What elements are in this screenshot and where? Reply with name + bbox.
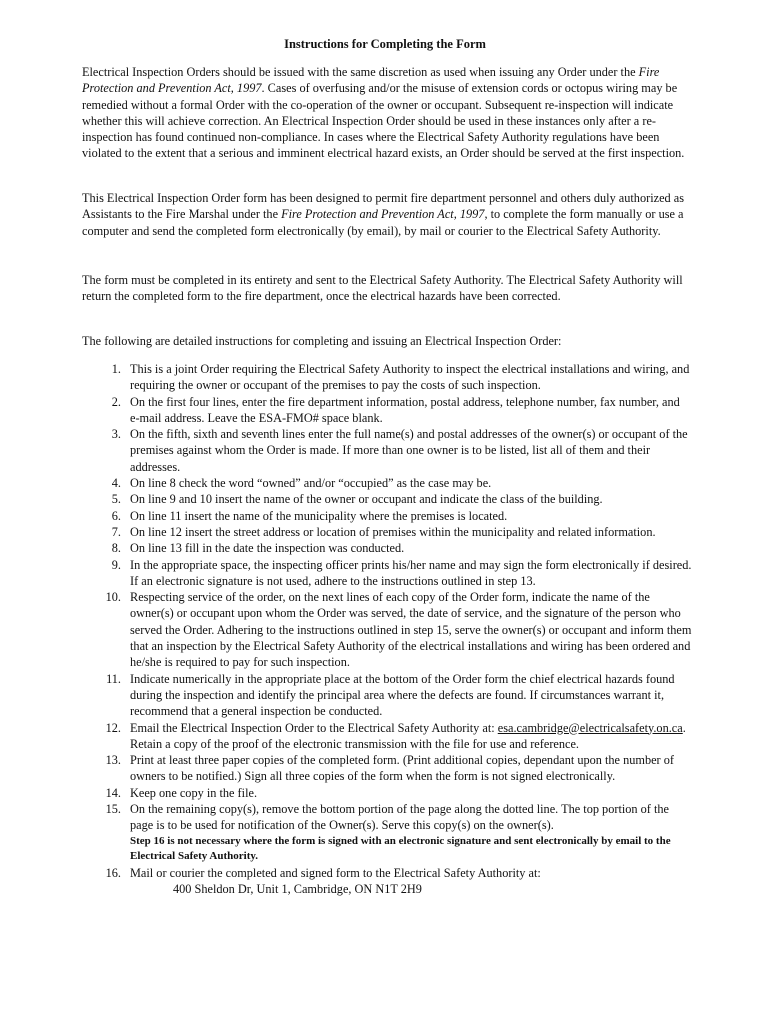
form-purpose-paragraph <box>82 190 697 239</box>
step-item <box>82 671 692 720</box>
step-text: Indicate numerically in the appropriate place at the bottom of the Order form the chief electrical hazards found during the inspection and identify the principal area where the defects are found. If circumstances warrant it, recommend that a general inspection be conducted. <box>130 671 675 719</box>
step-number: 4. <box>111 476 121 491</box>
steps-intro-paragraph: The following are detailed instructions for completing and issuing an Electrical Inspection Order: <box>82 334 562 348</box>
step-item <box>82 394 692 427</box>
step-number: 9. <box>111 557 121 572</box>
step-number: 1. <box>111 362 121 376</box>
step-text: On the remaining copy(s), remove the bottom portion of the page along the dotted line. The top portion of the page is to be used for notification of the Owner(s). Serve this copy(s) on the owner(s). <box>130 802 669 833</box>
step-item <box>82 475 692 491</box>
act-name: Fire Protection and Prevention Act, 1997 <box>82 65 660 96</box>
page-title: Instructions for Completing the Form <box>284 37 486 51</box>
step-text: In the appropriate space, the inspecting officer prints his/her name and may sign the form electronically if desired. If an electronic signature is not used, adhere to the instructions outlined in step 13. <box>130 557 692 588</box>
intro-paragraph <box>82 64 697 162</box>
step-number: 15. <box>105 802 121 817</box>
step-number: 10. <box>105 590 121 605</box>
purpose-text-a: This Electrical Inspection Order form has been designed to permit fire department personnel and others duly authorized as Assistants to the Fire Marshal under the <box>82 191 685 222</box>
completion-paragraph: The form must be completed in its entirety and sent to the Electrical Safety Authority. The Electrical Safety Authority will return the completed form to the fire department, once the electrical hazards have been corrected. <box>82 273 683 304</box>
step-text: On line 13 fill in the date the inspection was conducted. <box>130 541 405 556</box>
step-item <box>82 720 692 753</box>
step-item <box>82 557 692 590</box>
step-number: 12. <box>105 720 121 735</box>
step-text: Keep one copy in the file. <box>130 785 258 800</box>
step-item <box>82 491 692 507</box>
step-text: Email the Electrical Inspection Order to the Electrical Safety Authority at: <box>130 720 498 735</box>
step-item <box>82 508 692 524</box>
esa-email-link[interactable]: esa.cambridge@electricalsafety.on.ca <box>497 720 683 735</box>
step-number: 5. <box>111 492 121 507</box>
step-text: On line 9 and 10 insert the name of the owner or occupant and indicate the class of the building. <box>130 492 603 507</box>
step-number: 7. <box>111 524 121 539</box>
step-text-after-link: . Retain a copy of the proof of the electronic transmission with the file for use and reference. <box>130 720 686 751</box>
step-item <box>82 801 692 865</box>
step-16-note: Step 16 is not necessary where the form is signed with an electronic signature and sent electronically by email to the Electrical Safety Authority. <box>130 834 671 863</box>
step-item <box>82 785 692 801</box>
step-text: On line 11 insert the name of the municipality where the premises is located. <box>130 508 508 523</box>
step-item <box>82 540 692 556</box>
step-text: Print at least three paper copies of the completed form. (Print additional copies, dependant upon the number of owners to be notified.) Sign all three copies of the form when the form is not signed electronically. <box>130 753 674 784</box>
step-item <box>82 361 692 394</box>
step-text: On the fifth, sixth and seventh lines enter the full name(s) and postal addresses of the owner(s) or occupant of the premises against whom the Order is made. If more than one owner is to be listed, list all of them and their addresses. <box>130 427 688 474</box>
step-number: 14. <box>105 785 121 800</box>
step-number: 3. <box>111 427 121 442</box>
act-name: Fire Protection and Prevention Act, 1997 <box>281 207 485 222</box>
step-number: 16. <box>105 865 121 880</box>
intro-text-b: . Cases of overfusing and/or the misuse of extension cords or octopus wiring may be remedied without a formal Order with the co-operation of the owner or occupant. Subsequent re-inspection will indicate whether this will achieve correction. An Electrical Inspection Order should be used in these instances only after a re-inspection has found continued non-compliance. In cases where the Electrical Safety Authority regulations have been violated to the extent that a serious and imminent electrical hazard exists, an Order should be served at the first inspection. <box>82 81 685 161</box>
step-number: 13. <box>105 753 121 768</box>
step-text: This is a joint Order requiring the Electrical Safety Authority to inspect the electrical installations and wiring, and requiring the owner or occupant of the premises to pay the costs of such inspection. <box>130 362 690 393</box>
step-text: Respecting service of the order, on the next lines of each copy of the Order form, indicate the name of the owner(s) or occupant upon whom the Order was served, the date of service, and the signature of the person who served the Order. Adhering to the instructions outlined in step 15, serve the owner(s) or occupant and inform them that an inspection by the Electrical Safety Authority of the electrical installations and wiring has been ordered and he/she is required to pay for such inspection. <box>130 590 692 670</box>
esa-mailing-address: 400 Sheldon Dr, Unit 1, Cambridge, ON N1T 2H9 <box>173 881 422 896</box>
step-text: On the first four lines, enter the fire department information, postal address, telephone number, fax number, and e-mail address. Leave the ESA-FMO# space blank. <box>130 394 680 425</box>
step-text: Mail or courier the completed and signed form to the Electrical Safety Authority at: <box>130 865 541 880</box>
intro-text-a: Electrical Inspection Orders should be issued with the same discretion as used when issuing any Order under the <box>82 65 639 79</box>
step-text: On line 12 insert the street address or location of premises within the municipality and related information. <box>130 524 656 539</box>
step-number: 2. <box>111 394 121 409</box>
step-item <box>82 524 692 540</box>
step-number: 6. <box>111 508 121 523</box>
step-number: 11. <box>106 671 121 686</box>
instruction-steps-list <box>82 361 692 897</box>
step-number: 8. <box>111 541 121 556</box>
step-item <box>82 865 692 898</box>
step-item <box>82 426 692 475</box>
step-item <box>82 589 692 670</box>
step-text: On line 8 check the word “owned” and/or “occupied” as the case may be. <box>130 476 492 491</box>
purpose-text-b: , to complete the form manually or use a computer and send the completed form electronically (by email), by mail or courier to the Electrical Safety Authority. <box>82 207 684 238</box>
step-item <box>82 752 692 785</box>
